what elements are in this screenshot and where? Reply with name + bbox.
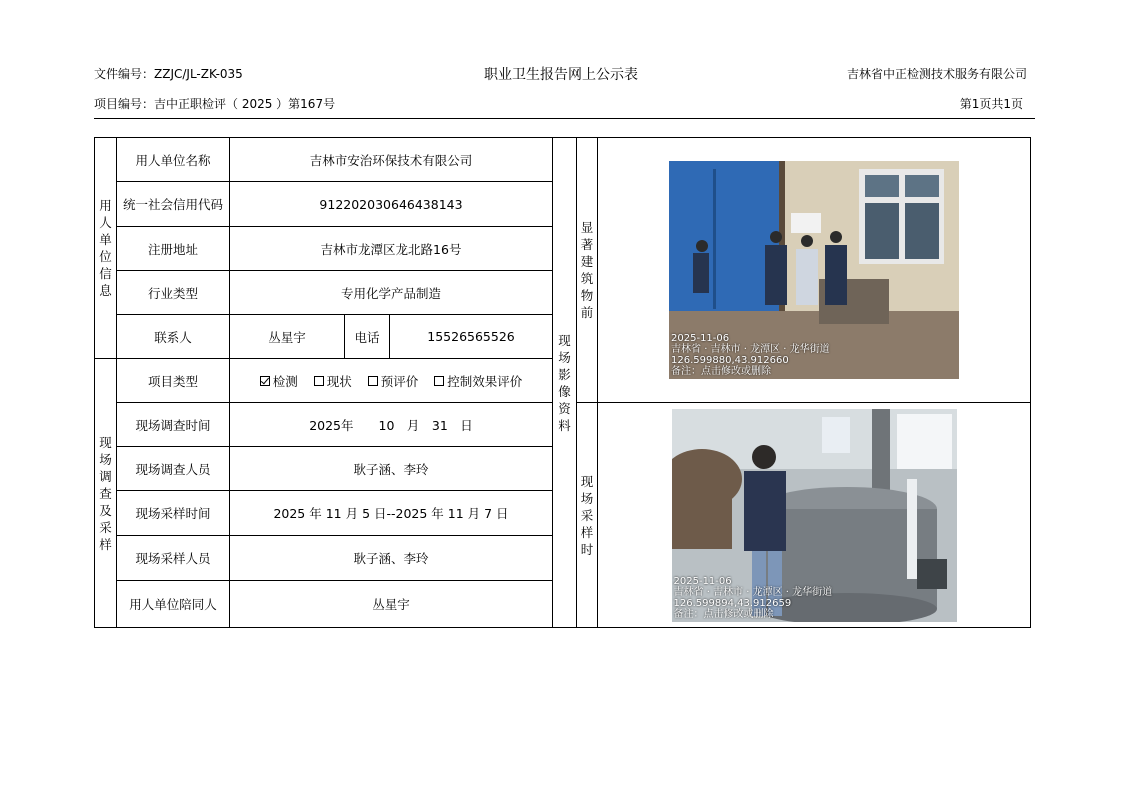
stamp-location: 吉林省 · 吉林市 · 龙潭区 · 龙华街道 xyxy=(673,586,833,598)
vertical-char: 影 xyxy=(558,366,571,382)
disclosure-table xyxy=(94,137,1031,628)
vertical-char: 前 xyxy=(580,305,594,320)
label-survey-staff: 现场调查人员 xyxy=(117,447,230,491)
value-project-type xyxy=(230,359,553,403)
value-phone: 15526565526 xyxy=(390,315,553,359)
label-sampling-staff: 现场采样人员 xyxy=(117,536,230,581)
vertical-char: 单 xyxy=(99,232,112,247)
label-contact: 联系人 xyxy=(117,315,230,359)
label-escort: 用人单位陪同人 xyxy=(117,581,230,628)
label-building-front xyxy=(577,138,598,403)
vertical-char: 像 xyxy=(558,383,571,399)
label-sampling-time xyxy=(577,403,598,628)
file-number: 文件编号：ZZJC/JL-ZK-035 xyxy=(94,67,243,81)
stamp-location: 吉林省 · 吉林市 · 龙潭区 · 龙华街道 xyxy=(671,344,830,355)
section-survey-sampling xyxy=(95,359,117,628)
building-photo-stamp xyxy=(671,333,830,377)
vertical-char: 及 xyxy=(99,502,112,518)
vertical-char: 场 xyxy=(99,451,112,467)
page-number: 第1页共1页 xyxy=(959,97,1023,111)
vertical-char: 样 xyxy=(99,536,112,552)
checkbox-option-0[interactable]: 检测 xyxy=(260,372,298,390)
checkbox-option-1[interactable]: 现状 xyxy=(314,372,352,390)
section-employer-info xyxy=(95,138,117,359)
photo-sampling-cell xyxy=(598,403,1031,628)
sampling-photo xyxy=(672,409,957,622)
checkbox-empty-icon xyxy=(434,376,444,386)
vertical-char: 现 xyxy=(580,473,594,489)
building-photo xyxy=(669,161,959,379)
vertical-char: 著 xyxy=(580,237,594,252)
label-survey-time: 现场调查时间 xyxy=(117,403,230,447)
vertical-char: 场 xyxy=(580,490,594,506)
vertical-char: 样 xyxy=(580,524,594,540)
value-survey-time: 2025年 10 月 31 日 xyxy=(230,403,553,447)
company-name: 吉林省中正检测技术服务有限公司 xyxy=(846,67,1027,81)
vertical-char: 料 xyxy=(558,417,571,433)
vertical-char: 建 xyxy=(580,254,594,269)
vertical-char: 筑 xyxy=(580,271,594,286)
checkbox-option-2[interactable]: 预评价 xyxy=(368,372,419,390)
label-credit-code: 统一社会信用代码 xyxy=(117,182,230,227)
checkbox-empty-icon xyxy=(368,376,378,386)
vertical-char: 信 xyxy=(99,266,112,281)
value-sampling-staff: 耿子涵、李玲 xyxy=(230,536,553,581)
vertical-char: 息 xyxy=(99,283,112,298)
vertical-char: 采 xyxy=(580,507,594,523)
value-survey-staff: 耿子涵、李玲 xyxy=(230,447,553,491)
stamp-coordinates: 126.599894,43.912659 xyxy=(673,597,792,609)
checkbox-checked-icon xyxy=(260,376,270,386)
photo-building-cell xyxy=(598,138,1031,403)
vertical-char: 位 xyxy=(99,249,112,264)
vertical-char: 显 xyxy=(580,220,594,235)
stamp-note: 备注：点击修改或删除 xyxy=(673,608,774,620)
stamp-note: 备注：点击修改或删除 xyxy=(671,366,772,377)
sampling-photo-stamp xyxy=(674,576,833,620)
vertical-char: 现 xyxy=(99,434,112,450)
label-industry: 行业类型 xyxy=(117,271,230,315)
value-address: 吉林市龙潭区龙北路16号 xyxy=(230,227,553,271)
checkbox-empty-icon xyxy=(314,376,324,386)
vertical-char: 场 xyxy=(558,349,571,365)
value-escort: 丛星宇 xyxy=(230,581,553,628)
value-contact: 丛星宇 xyxy=(230,315,345,359)
vertical-char: 资 xyxy=(558,400,571,416)
checkbox-option-3[interactable]: 控制效果评价 xyxy=(434,372,522,390)
label-sampling-period: 现场采样时间 xyxy=(117,491,230,536)
vertical-char: 现 xyxy=(558,332,571,348)
stamp-date: 2025-11-06 xyxy=(673,575,732,587)
section-site-images xyxy=(553,138,577,628)
value-employer-name: 吉林市安治环保技术有限公司 xyxy=(230,138,553,182)
stamp-date: 2025-11-06 xyxy=(671,333,730,344)
vertical-char: 查 xyxy=(99,485,112,501)
vertical-char: 采 xyxy=(99,519,112,535)
label-employer-name: 用人单位名称 xyxy=(117,138,230,182)
project-number: 项目编号：吉中正职检评（ 2025 ）第167号 xyxy=(94,97,336,111)
vertical-char: 物 xyxy=(580,288,594,303)
vertical-char: 调 xyxy=(99,468,112,484)
vertical-char: 用 xyxy=(99,198,112,213)
value-credit-code: 912202030646438143 xyxy=(230,182,553,227)
stamp-coordinates: 126.599880,43.912660 xyxy=(671,355,789,366)
label-phone: 电话 xyxy=(345,315,390,359)
vertical-char: 时 xyxy=(580,541,594,557)
value-industry: 专用化学产品制造 xyxy=(230,271,553,315)
label-project-type: 项目类型 xyxy=(117,359,230,403)
label-address: 注册地址 xyxy=(117,227,230,271)
value-sampling-period: 2025 年 11 月 5 日--2025 年 11 月 7 日 xyxy=(230,491,553,536)
header-divider xyxy=(94,118,1035,119)
vertical-char: 人 xyxy=(99,215,112,230)
page-title: 职业卫生报告网上公示表 xyxy=(484,67,638,83)
